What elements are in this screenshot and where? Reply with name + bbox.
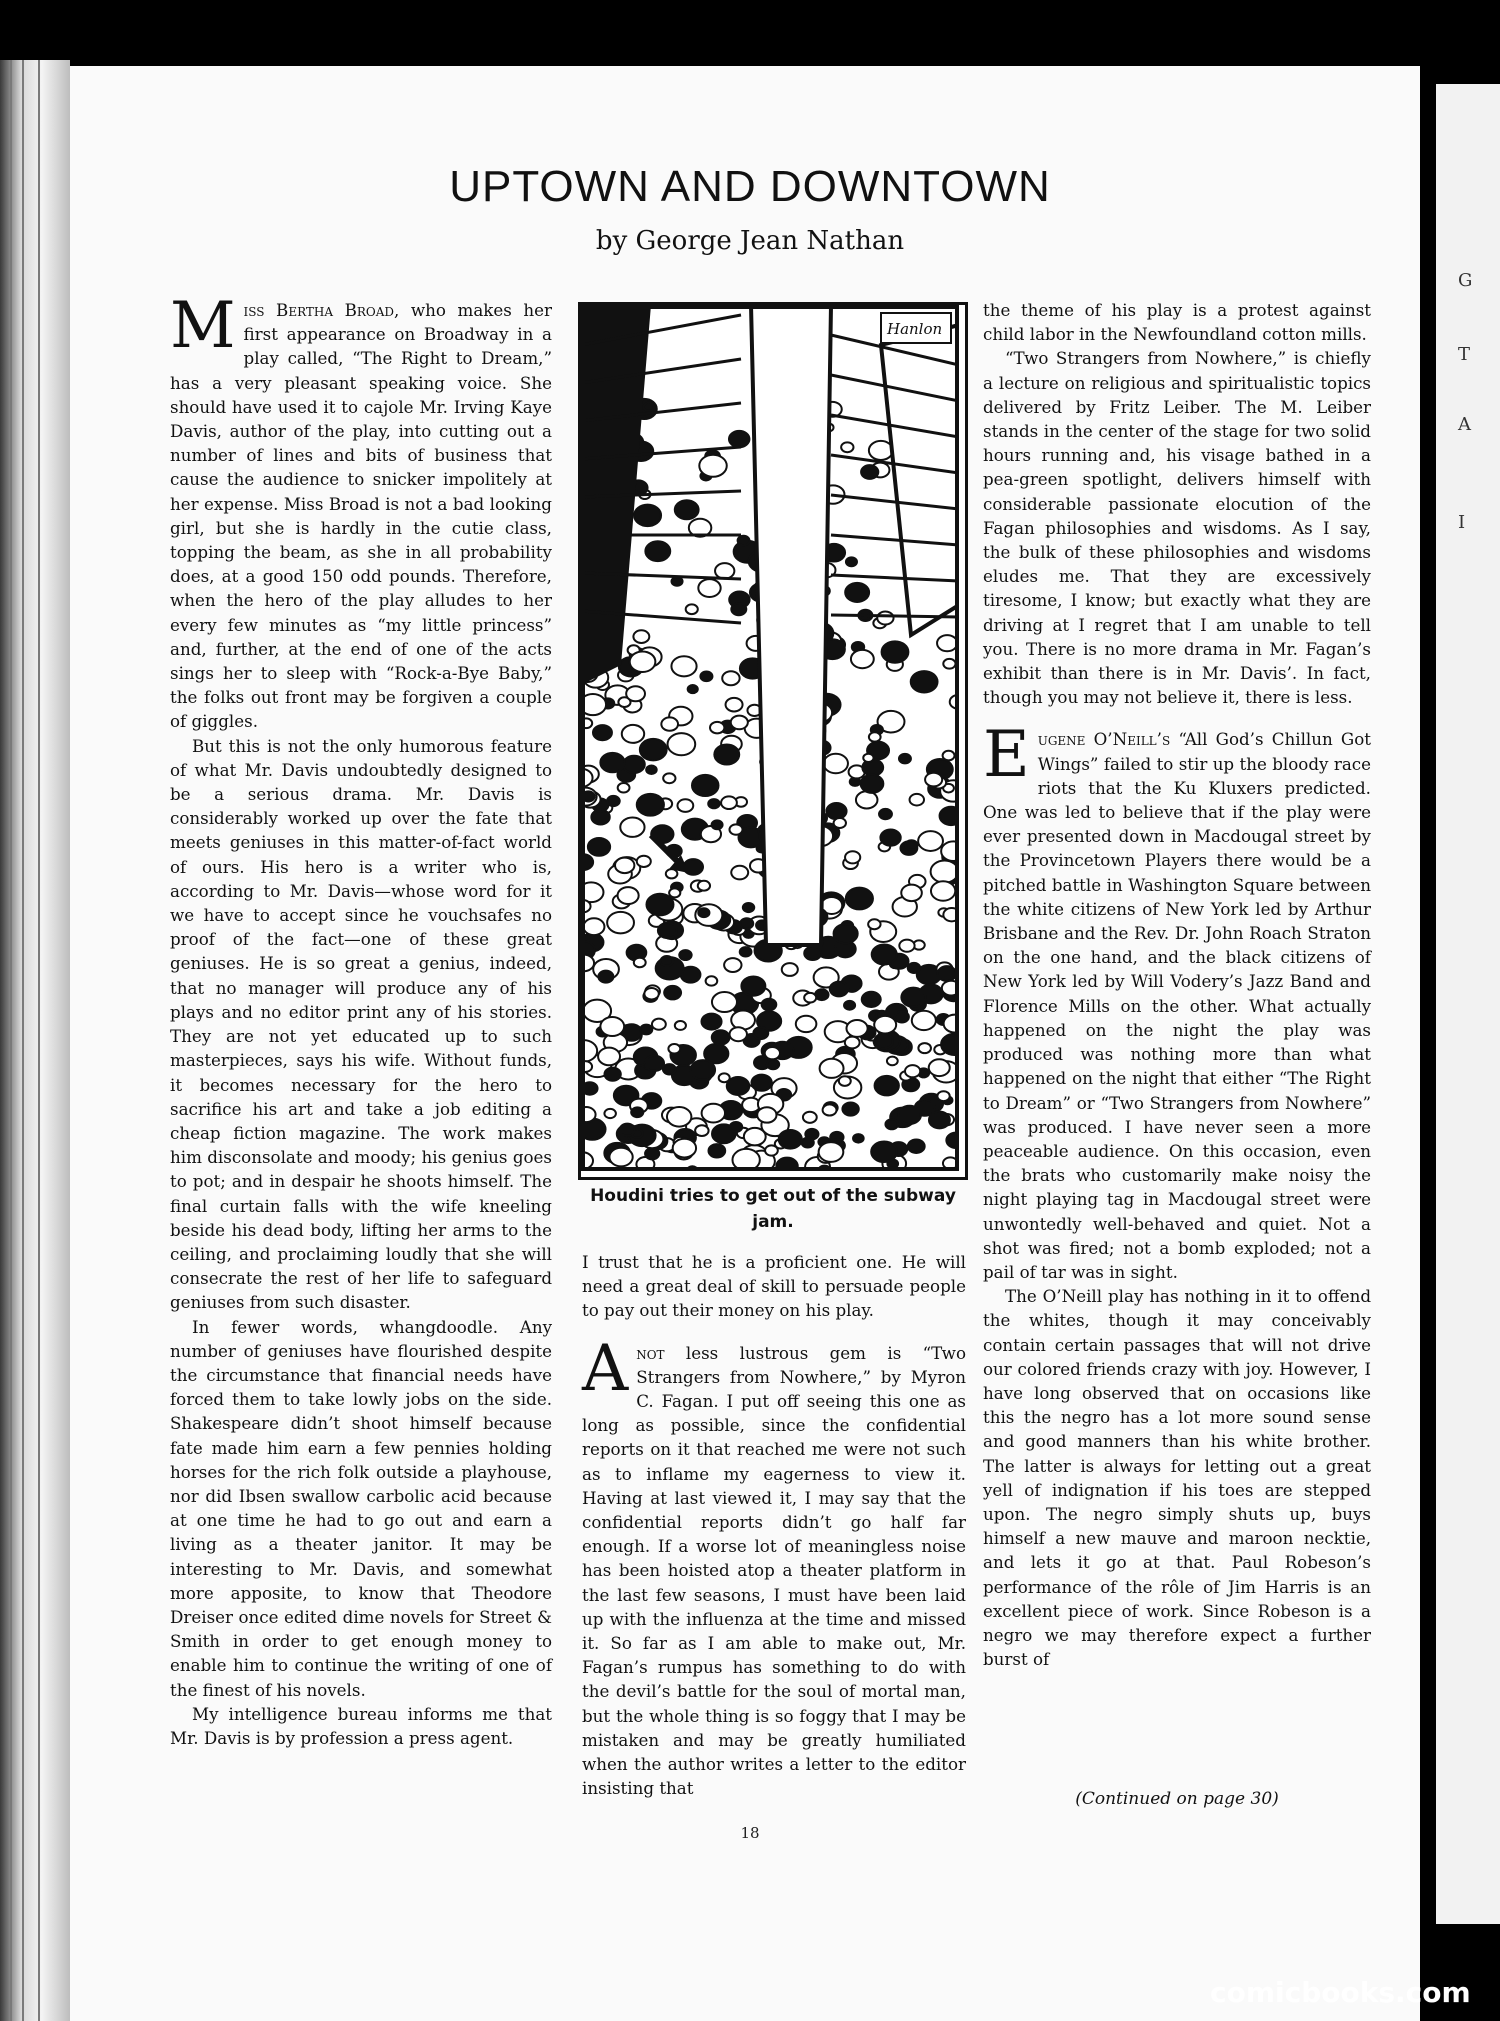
subway-crowd-drawing [581, 305, 959, 1171]
paragraph-text: less lustrous gem is “Two Strangers from Nowhere,” by Myron C. Fagan. I put off seeing this one as long as possible, since the confidential reports on it that reached me were not such as to inflame my eagerness to view it. Having at last viewed it, I may say that the confidential reports didn’t go half far enough. If a worse lot of meaningless noise has been hoisted atop a theater platform in the last few seasons, I must have been laid up with the influenza at the time and missed it. So far as I am able to make out, Mr. Fagan’s rumpus has something to do with the devil’s battle for the soul of mortal man, but the whole thing is so foggy that I may be mistaken and may be greatly humiliated when the author writes a letter to the editor insisting that [582, 1342, 966, 1799]
paragraph [582, 1331, 966, 1801]
drop-cap: E [983, 718, 1030, 793]
paragraph [983, 718, 1372, 1284]
svg-text:Hanlon: Hanlon [887, 320, 943, 338]
text-column-2 [582, 1250, 966, 1800]
text-column-1 [170, 289, 552, 1750]
drop-cap: A [582, 1331, 629, 1406]
lead-in: not [636, 1342, 665, 1363]
paragraph [170, 734, 552, 1315]
book-spine [0, 60, 70, 2021]
paragraph [983, 346, 1371, 709]
paragraph-text: “All God’s Chillun Got Wings” failed to stir up the bloody race riots that the Ku Kluxers predicted. One was led to believe that if the play were ever presented down in Macdougal street by the Provincetown Players there would be a pitched battle in Washington Square between the white citizens of New York led by Arthur Brisbane and the Rev. Dr. John Roach Straton on the one hand, and the black citizens of New York led by Will Vodery’s Jazz Band and Florence Mills on the other. What actually happened on the night the play was produced was nothing more than what happened on the night that either “The Right to Dream” or “Two Strangers from Nowhere” was produced. I have never seen a more peaceable audience. On this occasion, even the brats who customarily make noisy the night playing tag in Macdougal street were unwontedly well-behaved and quiet. Not a shot was fired; not a bomb exploded; not a pail of tar was in sight. [983, 729, 1372, 1282]
continued-note: (Continued on page 30) [1075, 1789, 1279, 1809]
adjacent-page-edge [1436, 84, 1500, 1924]
illustration-caption: Houdini tries to get out of the subway jam. [590, 1186, 956, 1232]
paragraph-text: the theme of his play is a protest against child labor in the Newfoundland cotton mills. [983, 300, 1371, 345]
edge-letter: A [1458, 414, 1471, 435]
lead-in: iss Bertha Broad, [243, 300, 400, 320]
paragraph-text: “Two Strangers from Nowhere,” is chiefly a lecture on religious and spiritualistic topics delivered by Fritz Leiber. The M. Leiber stands in the center of the stage for two solid hours running and, his visage bathed in a pea-green spotlight, delivers himself with considerable passionate elocution of the Fagan philosophies and wisdoms. As I say, the bulk of these philosophies and wisdoms eludes me. That they are excessively tiresome, I know; but exactly what they are driving at I regret that I am unable to tell you. There is no more drama in Mr. Fagan’s exhibit than there is in Mr. Davis’. In fact, though you may not believe it, there is less. [983, 348, 1371, 708]
text-column-3 [983, 298, 1371, 1671]
site-watermark: comicbooks.com [1210, 1976, 1471, 2009]
paragraph [170, 289, 552, 734]
paragraph-text: In fewer words, whangdoodle. Any number of geniuses have flourished despite the circumstance that financial needs have forced them to take lowly jobs on the side. Shakespeare didn’t shoot himself because fate made him earn a few pennies holding horses for the rich folk outside a playhouse, nor did Ibsen swallow carbolic acid because at one time he had to go out and earn a living as a theater janitor. It may be interesting to Mr. Davis, and somewhat more apposite, to know that Theodore Dreiser once edited dime novels for Street & Smith in order to get enough money to enable him to continue the writing of one of the finest of his novels. [170, 1316, 552, 1700]
paragraph [582, 1250, 966, 1323]
paragraph-text: I trust that he is a proficient one. He will need a great deal of skill to persuade people to pay out their money on his play. [582, 1252, 966, 1321]
illustration [578, 302, 968, 1180]
article-title: UPTOWN AND DOWNTOWN [449, 162, 1051, 211]
drop-cap: M [170, 289, 236, 363]
paragraph-text: But this is not the only humorous feature of what Mr. Davis undoubtedly designed to be a serious drama. Mr. Davis is considerably worked up over the fate that meets geniuses in this matter-of-fact world of ours. His hero is a writer who is, according to Mr. Davis—whose word for it we have to accept since he vouchsafes no proof of the fact—one of these great geniuses. He is so great a genius, indeed, that no manager will produce any of his plays and no editor print any of his stories. They are not yet educated up to such masterpieces, says his wife. Without funds, it becomes necessary for the hero to sacrifice his art and take a job editing a cheap fiction magazine. The work makes him disconsolate and moody; his genius goes to pot; and in despair he shoots himself. The final curtain falls with the wife kneeling beside his dead body, lifting her arms to the ceiling, and proclaiming loudly that she will consecrate the rest of her life to safeguard geniuses from such disaster. [170, 735, 552, 1313]
paragraph-text: My intelligence bureau informs me that Mr. Davis is by profession a press agent. [170, 1703, 552, 1748]
page-number: 18 [740, 1824, 760, 1842]
paragraph [170, 1702, 552, 1750]
paragraph-text: who makes her first appearance on Broadway in a play called, “The Right to Dream,” has a very pleasant speaking voice. She should have used it to cajole Mr. Irving Kaye Davis, author of the play, into cutting out a number of lines and bits of business that cause the audience to snicker impolitely at her expense. Miss Broad is not a bad looking girl, but she is hardly in the cutie class, topping the beam, as she in all probability does, at a good 150 odd pounds. Therefore, when the hero of the play alludes to her every few minutes as “my little princess” and, further, at the end of one of the acts sings her to sleep with “Rock-a-Bye Baby,” the folks out front may be forgiven a couple of giggles. [170, 300, 552, 732]
edge-letter: G [1458, 270, 1473, 291]
edge-letter: T [1458, 344, 1471, 365]
paragraph-text: The O’Neill play has nothing in it to offend the whites, though it may conceivably contain certain passages that will not drive our colored friends crazy with joy. However, I have long observed that on occasions like this the negro has a lot more sound sense and good manners than his white brother. The latter is always for letting out a great yell of indignation if his toes are stepped upon. The negro simply shuts up, buys himself a new mauve and maroon necktie, and lets it go at that. Paul Robeson’s performance of the rôle of Jim Harris is an excellent piece of work. Since Robeson is a negro we may therefore expect a further burst of [983, 1286, 1371, 1670]
article-byline: by George Jean Nathan [595, 226, 905, 256]
paragraph [983, 298, 1371, 346]
paragraph [983, 1284, 1371, 1671]
edge-letter: I [1458, 512, 1466, 533]
paragraph [170, 1315, 552, 1702]
lead-in: ugene O’Neill’s [1037, 729, 1171, 750]
artist-signature [881, 313, 951, 343]
